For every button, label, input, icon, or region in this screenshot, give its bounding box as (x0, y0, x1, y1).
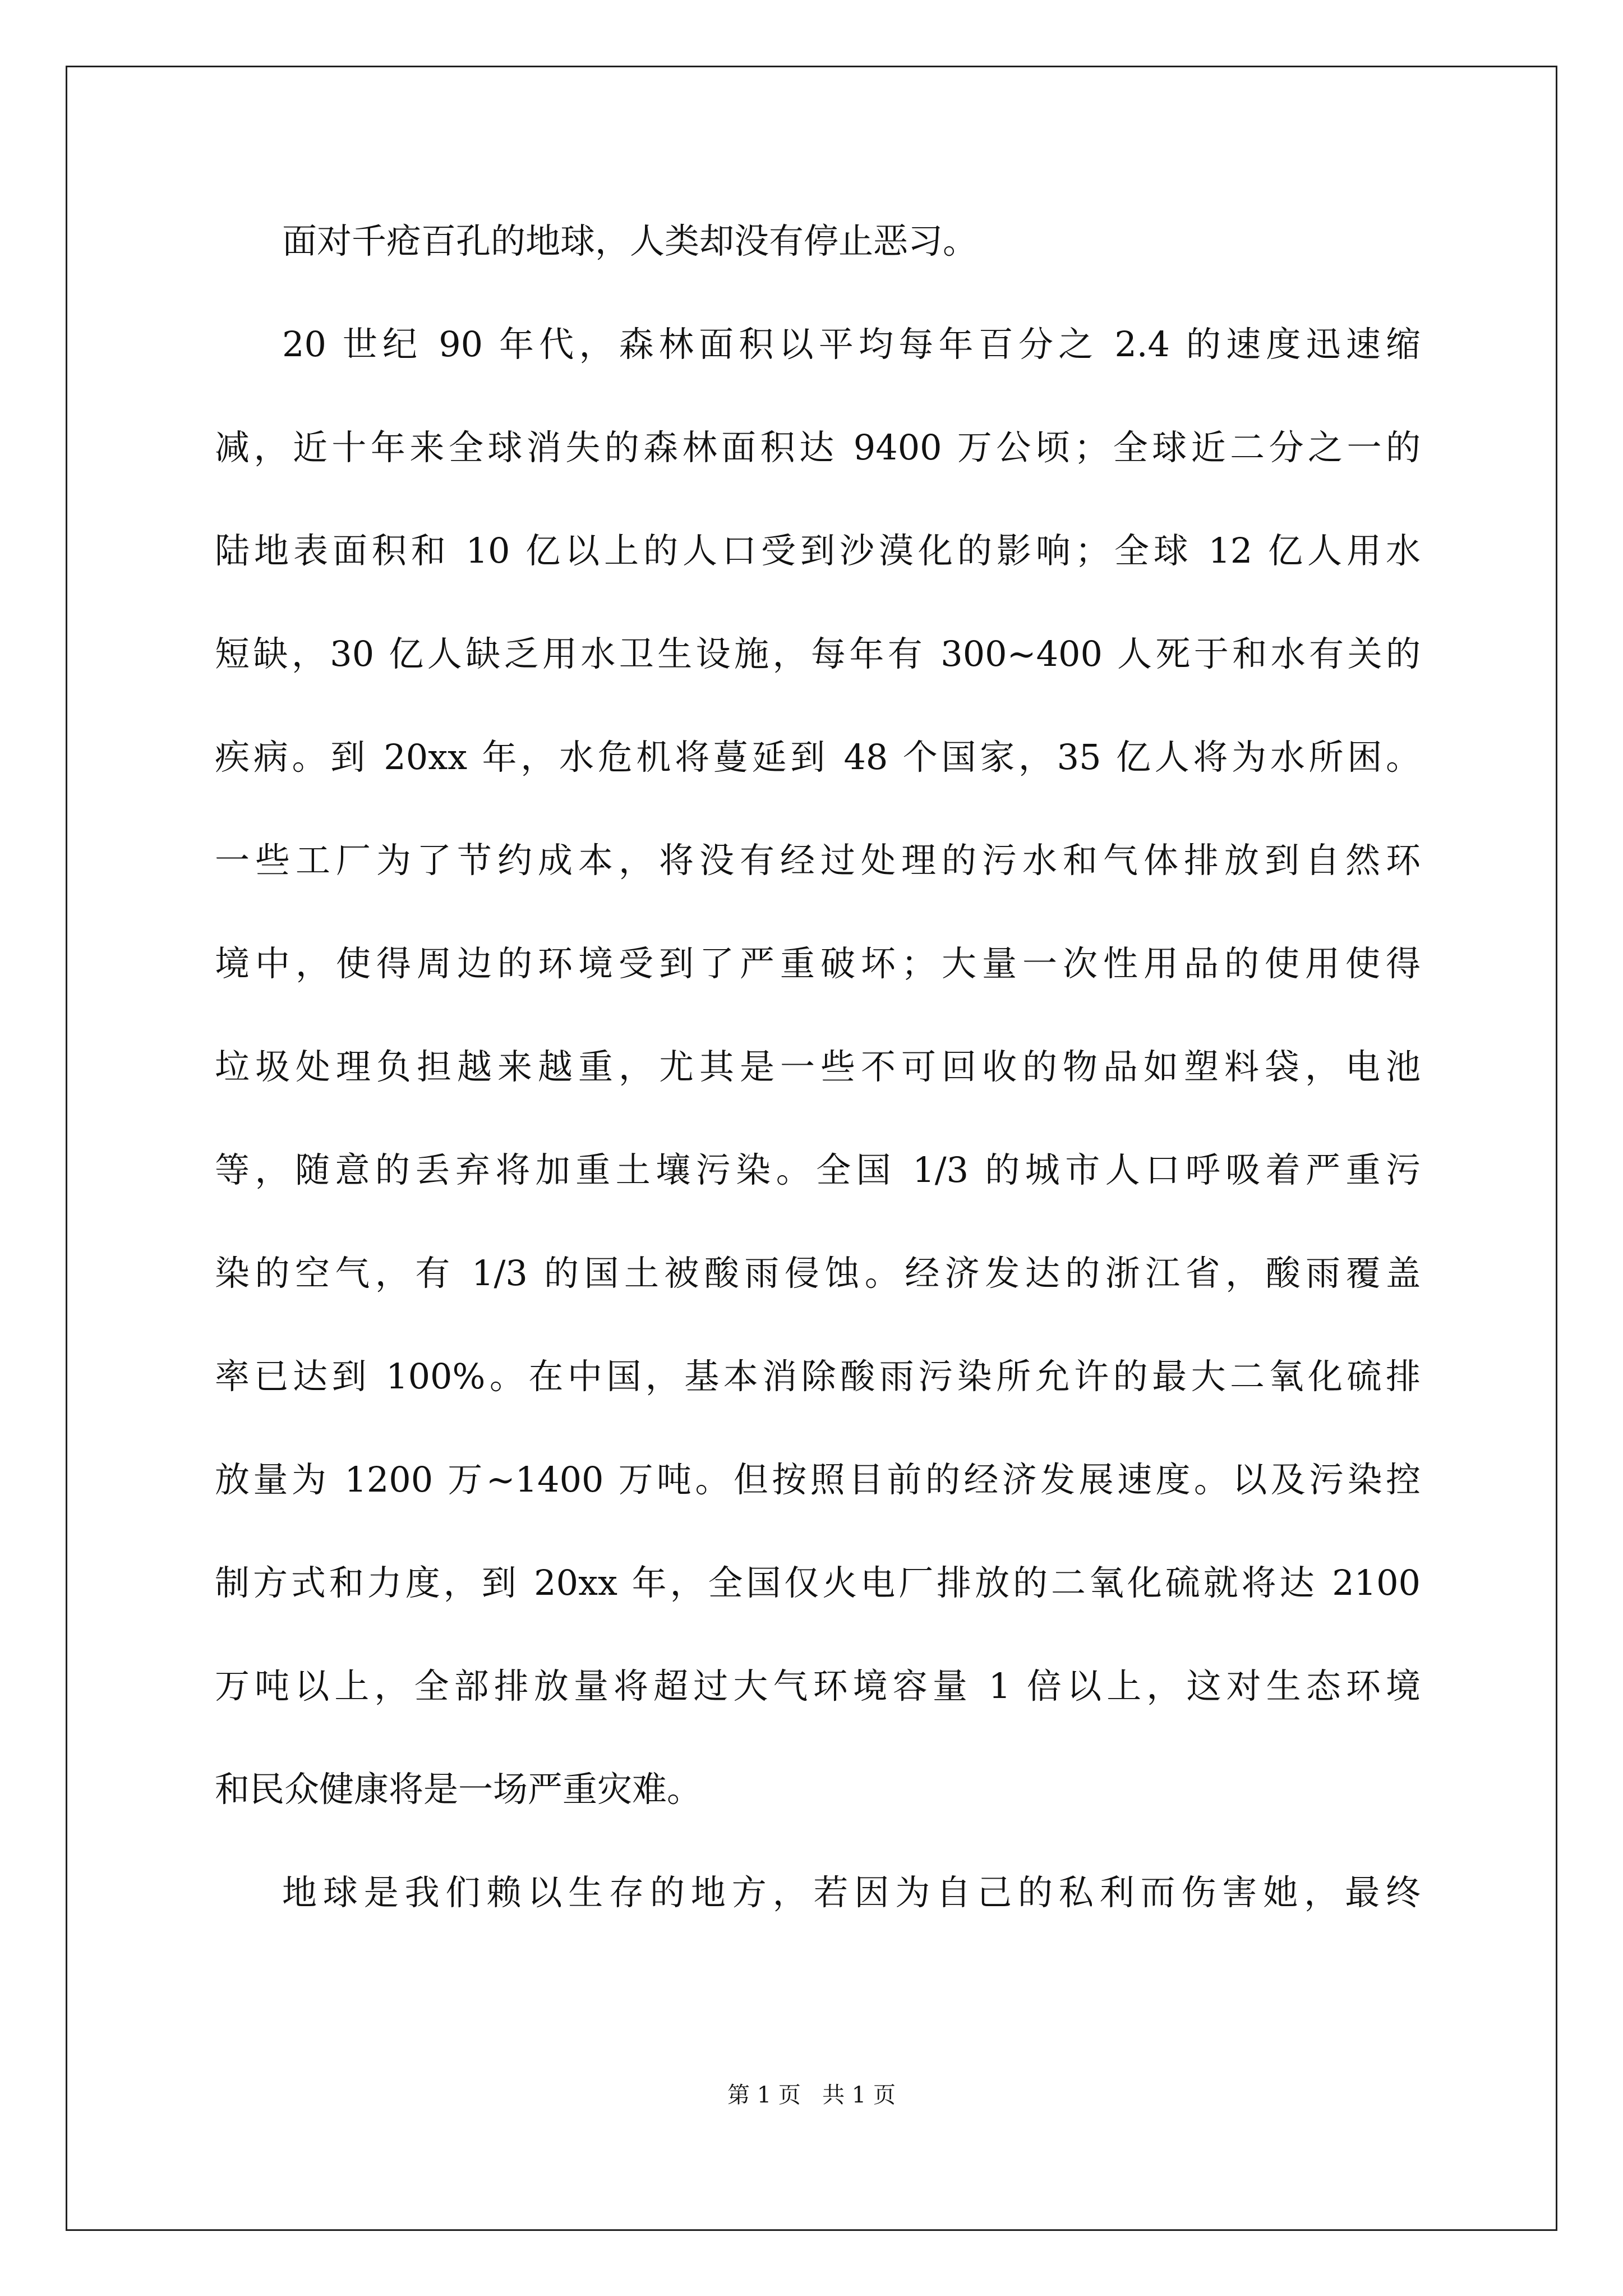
text-line-8: 境中，使得周边的环境受到了严重破坏；大量一次性用品的使用使得 (215, 943, 1421, 984)
text-line-13: 放量为 1200 万~1400 万吨。但按照目前的经济发展速度。以及污染控 (215, 1459, 1421, 1500)
text-line-16: 和民众健康将是一场严重灾难。 (215, 1769, 702, 1810)
text-line-9: 垃圾处理负担越来越重，尤其是一些不可回收的物品如塑料袋，电池 (215, 1046, 1421, 1087)
text-line-17: 地球是我们赖以生存的地方，若因为自己的私利而伤害她，最终 (282, 1872, 1421, 1913)
text-line-12: 率已达到 100%。在中国，基本消除酸雨污染所允许的最大二氧化硫排 (215, 1356, 1421, 1397)
text-line-6: 疾病。到 20xx 年，水危机将蔓延到 48 个国家，35 亿人将为水所困。 (215, 737, 1421, 777)
page-footer: 第 1 页 共 1 页 (727, 2082, 896, 2108)
text-line-2: 20 世纪 90 年代，森林面积以平均每年百分之 2.4 的速度迅速缩 (282, 324, 1421, 365)
text-line-4: 陆地表面积和 10 亿以上的人口受到沙漠化的影响；全球 12 亿人用水 (215, 530, 1421, 571)
text-line-15: 万吨以上，全部排放量将超过大气环境容量 1 倍以上，这对生态环境 (215, 1665, 1421, 1706)
text-line-14: 制方式和力度，到 20xx 年，全国仅火电厂排放的二氧化硫就将达 2100 (215, 1562, 1421, 1603)
text-line-1: 面对千疮百孔的地球，人类却没有停止恶习。 (282, 220, 978, 261)
text-line-10: 等，随意的丢弃将加重土壤污染。全国 1/3 的城市人口呼吸着严重污 (215, 1149, 1421, 1190)
text-line-5: 短缺，30 亿人缺乏用水卫生设施，每年有 300~400 人死于和水有关的 (215, 633, 1421, 674)
text-line-11: 染的空气，有 1/3 的国土被酸雨侵蚀。经济发达的浙江省，酸雨覆盖 (215, 1253, 1421, 1294)
text-line-3: 减，近十年来全球消失的森林面积达 9400 万公顷；全球近二分之一的 (215, 427, 1421, 468)
text-line-7: 一些工厂为了节约成本，将没有经过处理的污水和气体排放到自然环 (215, 840, 1421, 881)
